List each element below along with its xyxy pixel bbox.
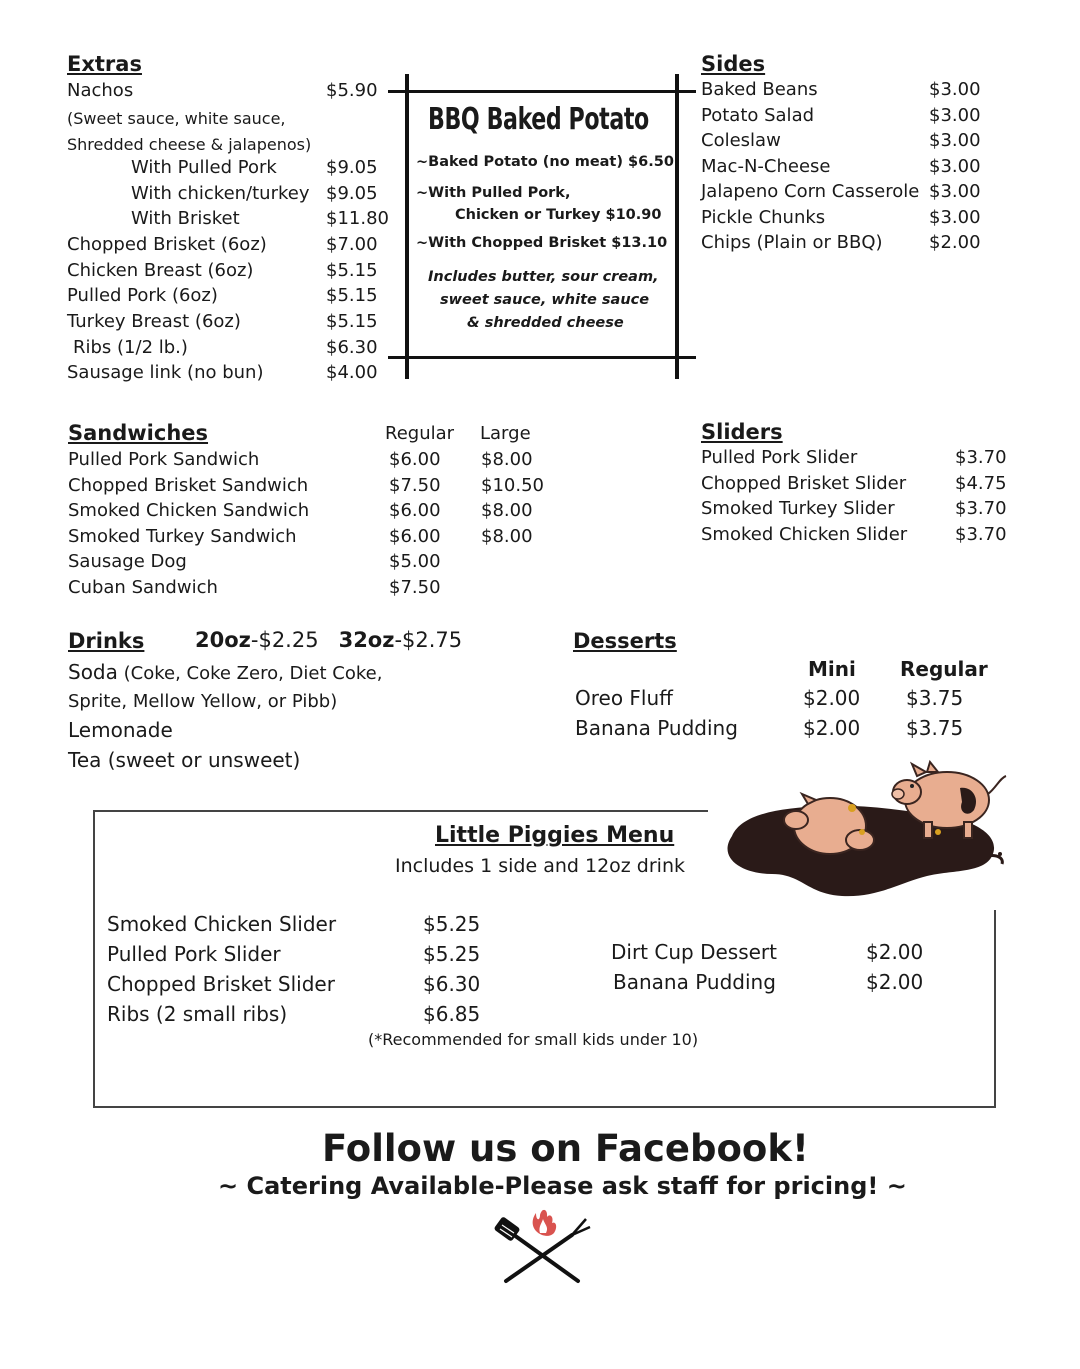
piggies-item-price: $6.85 bbox=[423, 1002, 481, 1026]
extras-item-name: Pulled Pork (6oz) bbox=[67, 285, 218, 306]
sandwich-item-name: Chopped Brisket Sandwich bbox=[68, 474, 309, 496]
potato-note-2: sweet sauce, white sauce bbox=[440, 292, 650, 308]
sides-item-name: Coleslaw bbox=[701, 130, 781, 151]
piggies-item-name: Chopped Brisket Slider bbox=[107, 972, 335, 996]
piggies-item-price: $5.25 bbox=[423, 942, 481, 966]
sides-item-price: $3.00 bbox=[929, 104, 981, 126]
extras-item-name: Turkey Breast (6oz) bbox=[67, 311, 241, 332]
piggies-title: Little Piggies Menu bbox=[435, 823, 675, 848]
extras-item-name: With chicken/turkey bbox=[131, 183, 310, 204]
potato-line-3: Chicken or Turkey $10.90 bbox=[455, 207, 662, 223]
sandwiches-col-large: Large bbox=[480, 423, 531, 444]
extras-item-name: Nachos bbox=[67, 80, 134, 101]
piggies-item-price: $5.25 bbox=[423, 912, 481, 936]
facebook-text: Follow us on Facebook! bbox=[322, 1127, 809, 1170]
sides-item-price: $3.00 bbox=[929, 181, 981, 202]
dessert-item-name: Oreo Fluff bbox=[575, 686, 673, 710]
desserts-col-mini: Mini bbox=[808, 657, 856, 681]
extras-item-name: Sausage link (no bun) bbox=[67, 362, 264, 383]
slider-item-name: Chopped Brisket Slider bbox=[701, 472, 907, 494]
sandwich-price-regular: $6.00 bbox=[389, 525, 441, 547]
sides-item-price: $3.00 bbox=[929, 206, 981, 228]
piggies-item-price: $2.00 bbox=[866, 970, 924, 994]
potato-title: BBQ Baked Potato bbox=[428, 102, 649, 137]
extras-item-price: $11.80 bbox=[326, 208, 389, 229]
extras-item-price: $5.15 bbox=[326, 285, 378, 306]
piggies-subtitle: Includes 1 side and 12oz drink bbox=[395, 855, 685, 877]
slider-item-price: $3.70 bbox=[955, 447, 1007, 468]
sandwich-item-name: Pulled Pork Sandwich bbox=[68, 449, 260, 470]
sandwich-price-regular: $6.00 bbox=[389, 449, 441, 470]
piggies-item-name: Smoked Chicken Slider bbox=[107, 912, 337, 936]
sliders-title: Sliders bbox=[701, 420, 783, 444]
sandwich-price-large: $8.00 bbox=[481, 500, 533, 522]
sides-item-name: Mac-N-Cheese bbox=[701, 155, 831, 177]
drink-lemonade: Lemonade bbox=[68, 718, 173, 742]
dessert-price-regular: $3.75 bbox=[906, 686, 964, 710]
extras-title: Extras bbox=[67, 52, 142, 76]
slider-item-name: Smoked Turkey Slider bbox=[701, 498, 895, 519]
sandwich-price-regular: $6.00 bbox=[389, 500, 441, 522]
desserts-title: Desserts bbox=[573, 629, 677, 653]
extras-item-price: $5.15 bbox=[326, 311, 378, 332]
potato-line-1: ~Baked Potato (no meat) $6.50 bbox=[416, 154, 674, 170]
sides-item-name: Baked Beans bbox=[701, 79, 818, 100]
piggies-item-price: $2.00 bbox=[866, 940, 924, 964]
slider-item-price: $3.70 bbox=[955, 523, 1007, 545]
sandwich-item-name: Smoked Chicken Sandwich bbox=[68, 500, 310, 522]
sandwich-price-large: $8.00 bbox=[481, 525, 533, 547]
desserts-col-regular: Regular bbox=[900, 657, 988, 681]
extras-item-price: $5.90 bbox=[326, 80, 378, 101]
piggies-item-name: Banana Pudding bbox=[613, 970, 776, 994]
grill-tools-flame-icon bbox=[492, 1205, 592, 1290]
piggies-note: (*Recommended for small kids under 10) bbox=[368, 1030, 699, 1049]
potato-line-2: ~With Pulled Pork, bbox=[416, 185, 571, 201]
sandwiches-title: Sandwiches bbox=[68, 421, 209, 445]
piggies-item-name: Dirt Cup Dessert bbox=[611, 940, 777, 964]
drink-size-1: 20oz bbox=[195, 628, 251, 652]
extras-item-price: $7.00 bbox=[326, 234, 378, 255]
extras-item-name: Chicken Breast (6oz) bbox=[67, 260, 254, 281]
dessert-item-name: Banana Pudding bbox=[575, 716, 738, 740]
catering-text: ~ Catering Available-Please ask staff for pricing! ~ bbox=[218, 1172, 907, 1200]
drink-price-1: -$2.25 bbox=[250, 628, 319, 652]
piggies-item-name: Ribs (2 small ribs) bbox=[107, 1002, 288, 1026]
sandwiches-col-regular: Regular bbox=[385, 423, 455, 444]
drink-size-2: 32oz bbox=[338, 628, 395, 652]
extras-item-price: $4.00 bbox=[326, 362, 378, 383]
sides-item-name: Potato Salad bbox=[701, 104, 815, 126]
sides-item-name: Chips (Plain or BBQ) bbox=[701, 232, 883, 253]
sides-item-price: $3.00 bbox=[929, 79, 981, 100]
sandwich-price-regular: $5.00 bbox=[389, 551, 441, 573]
dessert-price-regular: $3.75 bbox=[906, 716, 964, 740]
sandwich-item-name: Sausage Dog bbox=[68, 551, 187, 573]
potato-note-3: & shredded cheese bbox=[467, 315, 624, 331]
extras-item-name: With Brisket bbox=[131, 208, 240, 229]
sandwich-price-regular: $7.50 bbox=[389, 474, 441, 496]
extras-item-price: $5.15 bbox=[326, 260, 378, 281]
sandwich-item-name: Smoked Turkey Sandwich bbox=[68, 525, 297, 547]
drink-soda-detail-2: Sprite, Mellow Yellow, or Pibb) bbox=[68, 691, 338, 712]
sides-item-name: Jalapeno Corn Casserole bbox=[701, 181, 920, 202]
slider-item-price: $3.70 bbox=[955, 498, 1007, 519]
dessert-price-mini: $2.00 bbox=[803, 686, 861, 710]
sides-title: Sides bbox=[701, 52, 766, 76]
sides-item-price: $2.00 bbox=[929, 232, 981, 253]
sandwich-item-name: Cuban Sandwich bbox=[68, 577, 218, 598]
potato-line-4: ~With Chopped Brisket $13.10 bbox=[416, 235, 668, 251]
extras-item-name: With Pulled Pork bbox=[131, 157, 277, 178]
piggies-item-price: $6.30 bbox=[423, 972, 481, 996]
drink-soda-detail: (Coke, Coke Zero, Diet Coke, bbox=[117, 663, 383, 684]
drinks-title: Drinks bbox=[68, 629, 145, 653]
piggies-item-name: Pulled Pork Slider bbox=[107, 942, 281, 966]
sides-item-name: Pickle Chunks bbox=[701, 206, 826, 228]
drink-tea: Tea (sweet or unsweet) bbox=[68, 748, 301, 772]
sandwich-price-regular: $7.50 bbox=[389, 577, 441, 598]
dessert-price-mini: $2.00 bbox=[803, 716, 861, 740]
extras-item-price: $9.05 bbox=[326, 183, 378, 204]
extras-item-name: Chopped Brisket (6oz) bbox=[67, 234, 267, 255]
sides-item-price: $3.00 bbox=[929, 155, 981, 177]
pigs-in-mud-icon bbox=[712, 758, 1012, 903]
extras-item-price: $6.30 bbox=[326, 337, 378, 358]
sandwich-price-large: $10.50 bbox=[481, 474, 544, 496]
sides-item-price: $3.00 bbox=[929, 130, 981, 151]
extras-item-name: Ribs (1/2 lb.) bbox=[73, 337, 188, 358]
slider-item-name: Smoked Chicken Slider bbox=[701, 523, 908, 545]
drink-soda bbox=[68, 660, 382, 684]
drink-price-2: -$2.75 bbox=[394, 628, 463, 652]
extras-item-name: Shredded cheese & jalapenos) bbox=[67, 135, 312, 154]
extras-item-price: $9.05 bbox=[326, 157, 378, 178]
drink-sizes bbox=[195, 628, 462, 652]
potato-note-1: Includes butter, sour cream, bbox=[428, 269, 659, 285]
slider-item-price: $4.75 bbox=[955, 472, 1007, 494]
slider-item-name: Pulled Pork Slider bbox=[701, 447, 858, 468]
drink-soda-name: Soda bbox=[68, 660, 118, 684]
extras-item-name: (Sweet sauce, white sauce, bbox=[67, 109, 286, 128]
sandwich-price-large: $8.00 bbox=[481, 449, 533, 470]
